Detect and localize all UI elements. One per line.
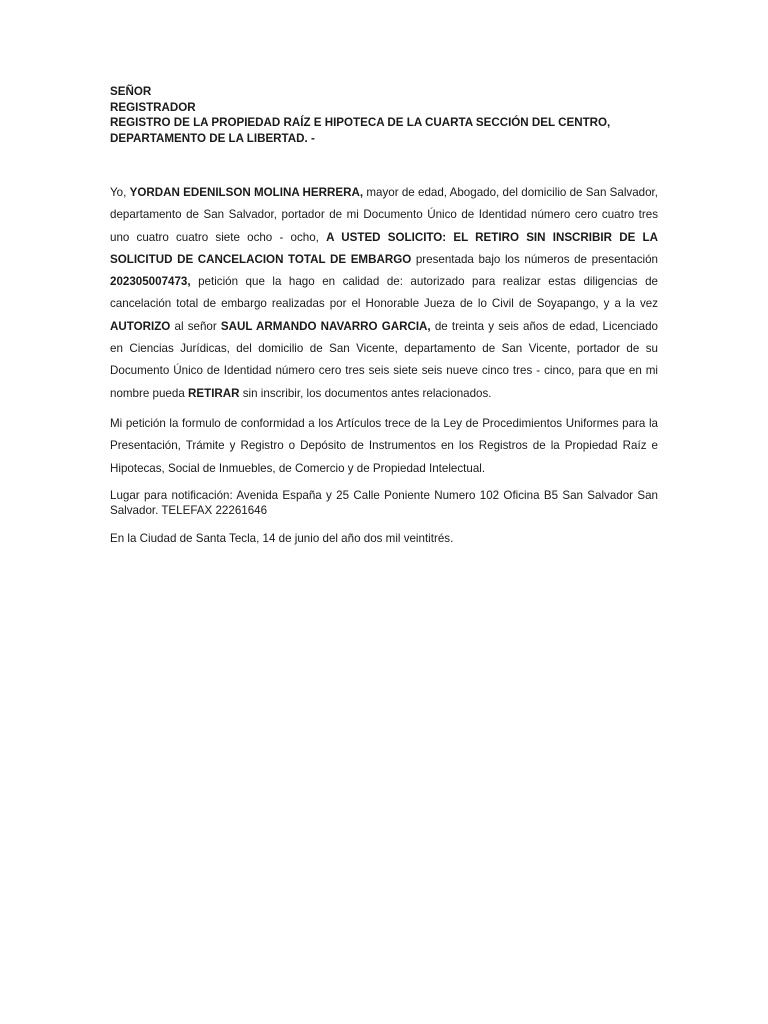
addressee-role: REGISTRADOR xyxy=(110,100,196,114)
document-page xyxy=(110,84,658,558)
text-segment: mayor de edad, Abogado, del domicilio de San Salvador, departamento de San Salvador, portador de mi Documento Único de Identidad número cero cuatro tres uno cuatro cuatro siete ocho - ocho, xyxy=(110,186,658,244)
withdraw-keyword: RETIRAR xyxy=(188,386,240,400)
legal-basis-paragraph: Mi petición la formulo de conformidad a los Artículos trece de la Ley de Procedimientos Uniformes para la Presentación, Trámite y Registro o Depósito de Instrumentos en los Registros de la Propiedad Raíz e Hipotecas, Social de Inmuebles, de Comercio y de Propiedad Intelectual. xyxy=(110,416,658,475)
addressee-title: SEÑOR xyxy=(110,85,152,98)
notification-address: Lugar para notificación: Avenida España y 25 Calle Poniente Numero 102 Oficina B5 San Salvador San Salvador. TELEFAX 22261646 xyxy=(110,488,658,518)
text-segment: al señor xyxy=(170,319,221,333)
applicant-name: YORDAN EDENILSON MOLINA HERRERA, xyxy=(129,186,364,199)
request-paragraph xyxy=(110,182,658,405)
place-and-date: En la Ciudad de Santa Tecla, 14 de junio del año dos mil veintitrés. xyxy=(110,531,454,545)
presentation-number: 202305007473, xyxy=(110,275,191,289)
text-segment: petición que la hago en calidad de: autorizado para realizar estas diligencias de cancelación total de embargo realizadas por el Honorable Jueza de lo Civil de Soyapango, y a la vez xyxy=(110,275,658,311)
text-segment: de treinta y seis años de edad, Licenciado en Ciencias Jurídicas, del domicilio de San Vicente, departamento de San Vicente, portador de su Documento Único de Identidad número cero tres seis siete seis nueve cinco tres - cinco, para que en mi nombre pueda xyxy=(110,319,658,400)
text-segment: Yo, xyxy=(110,186,130,199)
authorized-person-name: SAUL ARMANDO NAVARRO GARCIA, xyxy=(220,319,431,333)
addressee-office: REGISTRO DE LA PROPIEDAD RAÍZ E HIPOTECA DE LA CUARTA SECCIÓN DEL CENTRO, DEPARTAMENTO DE LA LIBERTAD. - xyxy=(110,116,611,145)
text-segment: presentada bajo los números de presentación xyxy=(411,252,658,266)
addressee-block xyxy=(110,84,658,146)
authorize-keyword: AUTORIZO xyxy=(110,319,171,333)
text-segment: sin inscribir, los documentos antes relacionados. xyxy=(239,386,492,400)
request-statement: A USTED SOLICITO: EL RETIRO SIN INSCRIBIR DE LA SOLICITUD DE CANCELACION TOTAL DE EMBARGO xyxy=(110,230,658,266)
